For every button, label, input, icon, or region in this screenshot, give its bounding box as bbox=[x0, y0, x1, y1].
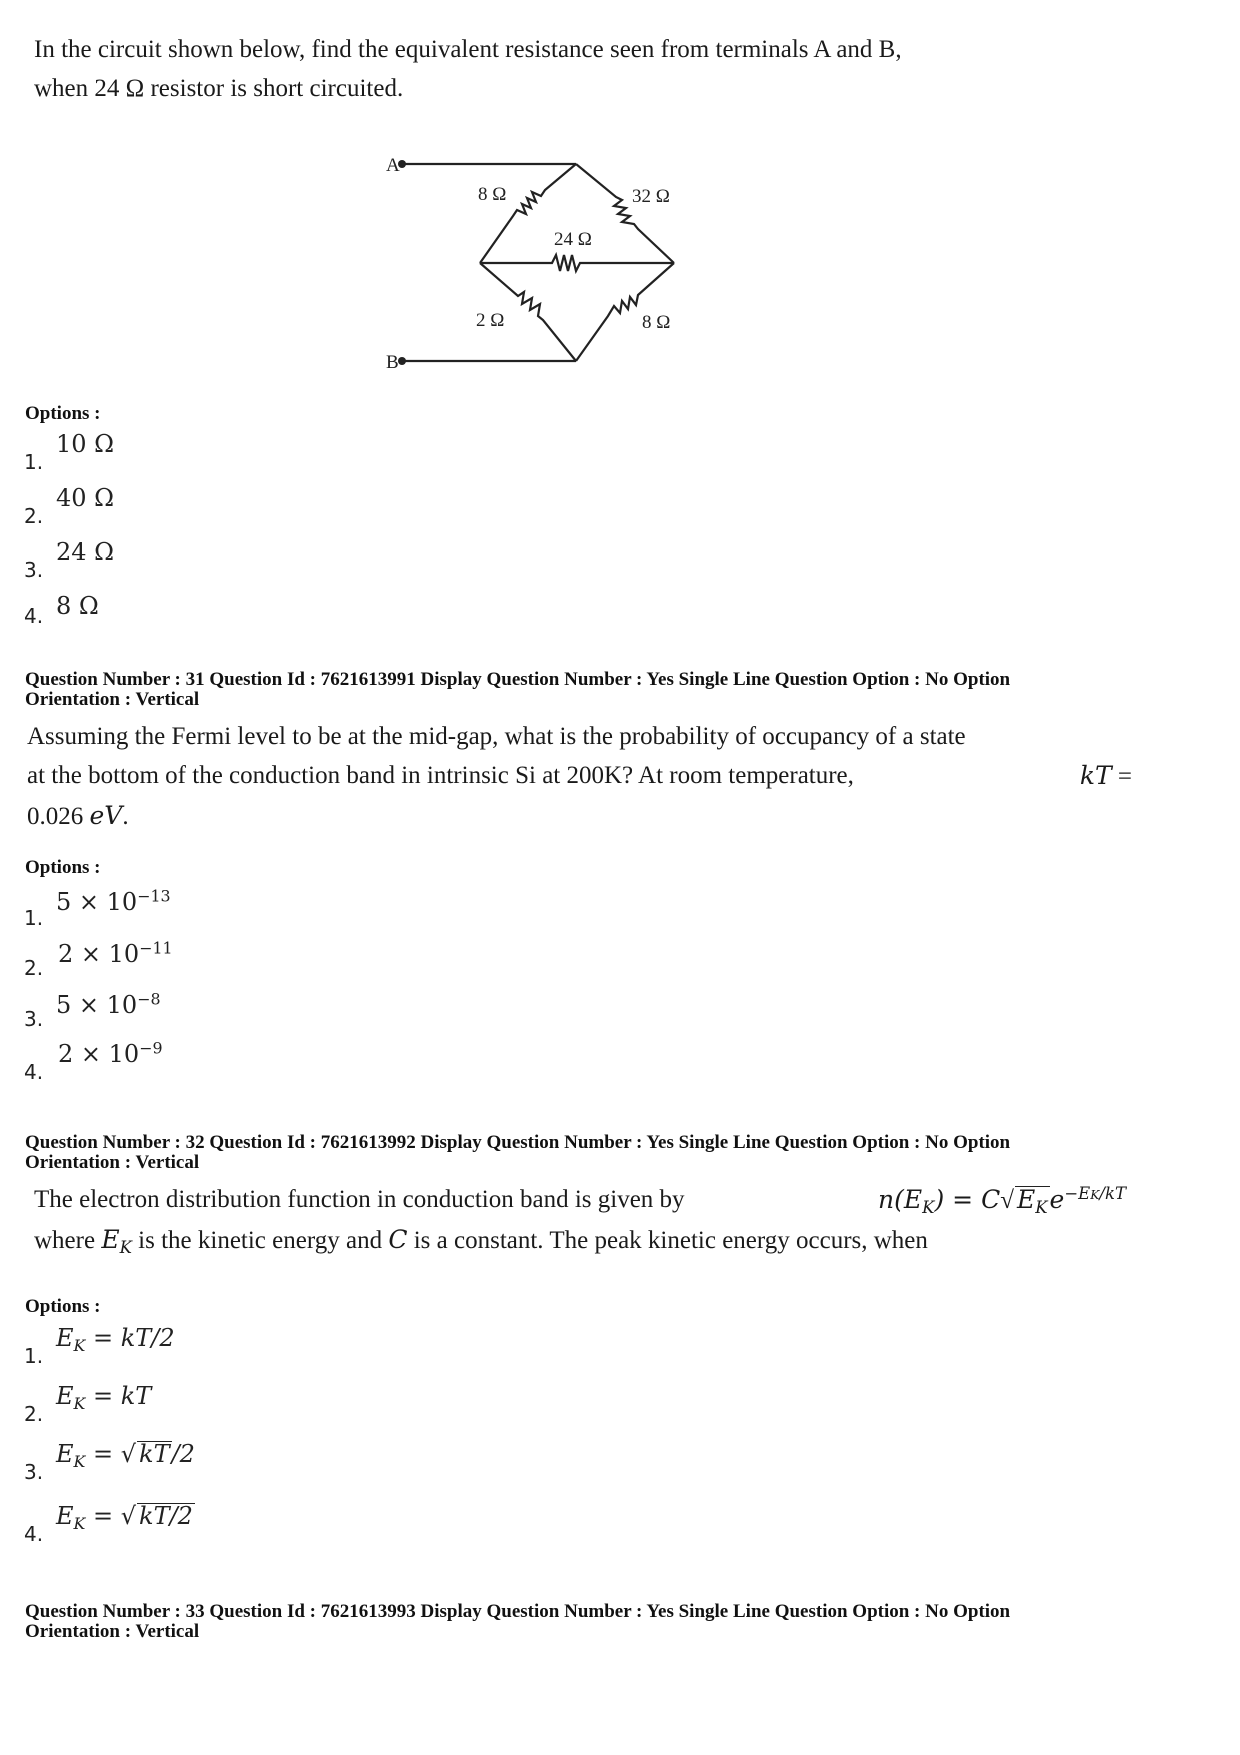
q30-question-text bbox=[34, 30, 902, 108]
q31-option-4-number: 4. bbox=[24, 1060, 44, 1084]
q30-option-4-value: 8 Ω bbox=[56, 592, 99, 620]
q30-option-1-number: 1. bbox=[24, 450, 44, 474]
q32-option-1-sub: K bbox=[73, 1335, 86, 1355]
q31-option-1-mantissa: 5 × 10 bbox=[56, 888, 138, 916]
terminal-a-label: A bbox=[386, 155, 400, 176]
q32-option-1-number: 1. bbox=[24, 1344, 44, 1368]
q32-option-3-lhs: E bbox=[56, 1440, 74, 1468]
q32-option-4-number: 4. bbox=[24, 1522, 44, 1546]
q32-option-4-eq: = bbox=[93, 1502, 114, 1530]
q32-option-4-lhs: E bbox=[56, 1502, 74, 1530]
q32-formula-exponent-end: /kT bbox=[1099, 1183, 1126, 1203]
q32-formula-lhs-sub: K bbox=[922, 1197, 935, 1217]
q32-line2-where: where bbox=[34, 1227, 96, 1254]
q31-option-3-exponent: −8 bbox=[137, 989, 161, 1009]
q31-meta-line-1: Question Number : 31 Question Id : 7621613991 Display Question Number : Yes Single Line Question Option : No Option bbox=[25, 669, 1011, 690]
q32-option-2-value bbox=[56, 1382, 152, 1413]
q32-text-line-2 bbox=[34, 1220, 1144, 1260]
q32-line2-c: C bbox=[388, 1225, 408, 1254]
q32-option-3-sub: K bbox=[73, 1451, 86, 1471]
q31-option-2-value bbox=[58, 940, 173, 968]
q32-line2-kinetic: is the kinetic energy and bbox=[138, 1227, 383, 1254]
q30-circuit-diagram bbox=[386, 140, 700, 375]
q31-option-4-mantissa: 2 × 10 bbox=[58, 1040, 140, 1068]
q30-text-line-2: when 24 Ω resistor is short circuited. bbox=[34, 75, 404, 102]
q32-option-1-lhs: E bbox=[56, 1324, 74, 1352]
q31-kt-number: 0.026 bbox=[27, 803, 84, 830]
q32-formula-sqrt-sub: K bbox=[1035, 1197, 1048, 1217]
q32-formula-lhs: n(E bbox=[878, 1185, 923, 1214]
q32-distribution-formula: $n(E_K) = C√$ $E_Ke^{-EK/kT}$ bbox=[878, 1183, 1126, 1217]
q31-option-2-number: 2. bbox=[24, 956, 44, 980]
q31-options-label: Options : bbox=[25, 857, 101, 878]
q30-option-3-value: 24 Ω bbox=[56, 538, 115, 566]
label-r-top-right: 32 Ω bbox=[632, 186, 670, 207]
q32-metadata bbox=[25, 1133, 1010, 1173]
q32-formula-mid: ) = C bbox=[934, 1185, 1001, 1214]
q32-option-4-sub: K bbox=[73, 1513, 86, 1533]
q31-option-1-number: 1. bbox=[24, 906, 44, 930]
q30-options-label: Options : bbox=[25, 403, 101, 424]
q32-formula-sqrt bbox=[1015, 1185, 1050, 1217]
q30-option-1-value: 10 Ω bbox=[56, 430, 115, 458]
q32-line2-constant: is a constant. The peak kinetic energy occurs, when bbox=[413, 1227, 928, 1254]
q30-option-4-number: 4. bbox=[24, 604, 44, 628]
q32-line2-ek-sub: K bbox=[119, 1237, 132, 1257]
q32-option-3-number: 3. bbox=[24, 1460, 44, 1484]
q31-option-4-value bbox=[58, 1040, 163, 1068]
q32-text-line-1 bbox=[34, 1180, 1126, 1220]
q32-line2-ek: E bbox=[101, 1225, 120, 1254]
q32-option-3-value: $E_K$ = √ kT/2 bbox=[56, 1440, 195, 1471]
q31-option-1-exponent: −13 bbox=[137, 886, 171, 906]
q31-text-line-2 bbox=[27, 756, 1132, 796]
terminal-b-label: B bbox=[386, 352, 399, 373]
q30-option-2-number: 2. bbox=[24, 504, 44, 528]
q31-option-2-exponent: −11 bbox=[139, 938, 173, 958]
q31-kt-end: . bbox=[122, 803, 129, 830]
q32-formula-sqrt-var: E bbox=[1016, 1185, 1036, 1214]
q32-option-3-tail: /2 bbox=[171, 1440, 195, 1468]
q31-kt: kT bbox=[1079, 761, 1112, 790]
q32-option-1-rhs: kT/2 bbox=[120, 1324, 175, 1352]
q31-option-4-exponent: −9 bbox=[139, 1038, 163, 1058]
q31-question-text bbox=[27, 717, 1147, 836]
q32-formula-exponent bbox=[1064, 1184, 1126, 1203]
q33-metadata bbox=[25, 1602, 1010, 1642]
q32-option-3-sqrt: kT bbox=[139, 1440, 170, 1468]
q32-formula-exponent-var: −E bbox=[1064, 1183, 1091, 1203]
q30-option-2-value: 40 Ω bbox=[56, 484, 115, 512]
q32-option-2-number: 2. bbox=[24, 1402, 44, 1426]
label-r-top-left: 8 Ω bbox=[478, 184, 507, 205]
q32-options-label: Options : bbox=[25, 1296, 101, 1317]
label-r-bottom-left: 2 Ω bbox=[476, 310, 505, 331]
q32-option-4-sqrt: kT/2 bbox=[139, 1502, 193, 1530]
q32-question-text bbox=[34, 1180, 1144, 1260]
label-r-middle: 24 Ω bbox=[554, 229, 592, 250]
q31-text-line-3 bbox=[27, 796, 1147, 836]
resistor-middle bbox=[480, 255, 674, 271]
q32-option-2-sub: K bbox=[73, 1393, 86, 1413]
q31-kt-eq bbox=[1080, 756, 1132, 796]
q32-option-2-lhs: E bbox=[56, 1382, 74, 1410]
q32-meta-line-1: Question Number : 32 Question Id : 7621613992 Display Question Number : Yes Single Line Question Option : No Option bbox=[25, 1132, 1011, 1153]
q31-option-1-value bbox=[56, 888, 171, 916]
q31-option-3-number: 3. bbox=[24, 1007, 44, 1031]
q33-meta-line-2: Orientation : Vertical bbox=[25, 1621, 200, 1642]
q30-text-line-1: In the circuit shown below, find the equivalent resistance seen from terminals A and B, bbox=[34, 36, 902, 63]
q32-option-4-value: $E_K$ = √ kT/2 bbox=[56, 1502, 193, 1533]
q32-text-line-1-main: The electron distribution function in conduction band is given by bbox=[34, 1186, 685, 1213]
q32-option-3-eq: = bbox=[93, 1440, 114, 1468]
q32-option-1-eq: = bbox=[93, 1324, 114, 1352]
q31-text-line-1: Assuming the Fermi level to be at the mid-gap, what is the probability of occupancy of a state bbox=[27, 723, 966, 750]
q32-formula-exp-base: e bbox=[1049, 1185, 1065, 1214]
q31-eq: = bbox=[1117, 763, 1132, 790]
q31-text-line-2-main: at the bottom of the conduction band in intrinsic Si at 200K? At room temperature, bbox=[27, 762, 854, 789]
q31-option-3-value bbox=[56, 991, 161, 1019]
q32-option-2-rhs: kT bbox=[120, 1382, 152, 1410]
q32-meta-line-2: Orientation : Vertical bbox=[25, 1152, 200, 1173]
q31-metadata bbox=[25, 670, 1010, 710]
label-r-bottom-right: 8 Ω bbox=[642, 312, 671, 333]
q31-kt-unit: eV bbox=[89, 801, 123, 830]
terminal-b-dot bbox=[398, 357, 406, 365]
q31-option-2-mantissa: 2 × 10 bbox=[58, 940, 140, 968]
q32-formula-exponent-sub: K bbox=[1090, 1187, 1100, 1202]
q32-option-1-value bbox=[56, 1324, 175, 1355]
q31-meta-line-2: Orientation : Vertical bbox=[25, 689, 200, 710]
q33-meta-line-1: Question Number : 33 Question Id : 7621613993 Display Question Number : Yes Single Line Question Option : No Option bbox=[25, 1601, 1011, 1622]
q30-option-3-number: 3. bbox=[24, 558, 44, 582]
q32-option-2-eq: = bbox=[93, 1382, 114, 1410]
q31-option-3-mantissa: 5 × 10 bbox=[56, 991, 138, 1019]
